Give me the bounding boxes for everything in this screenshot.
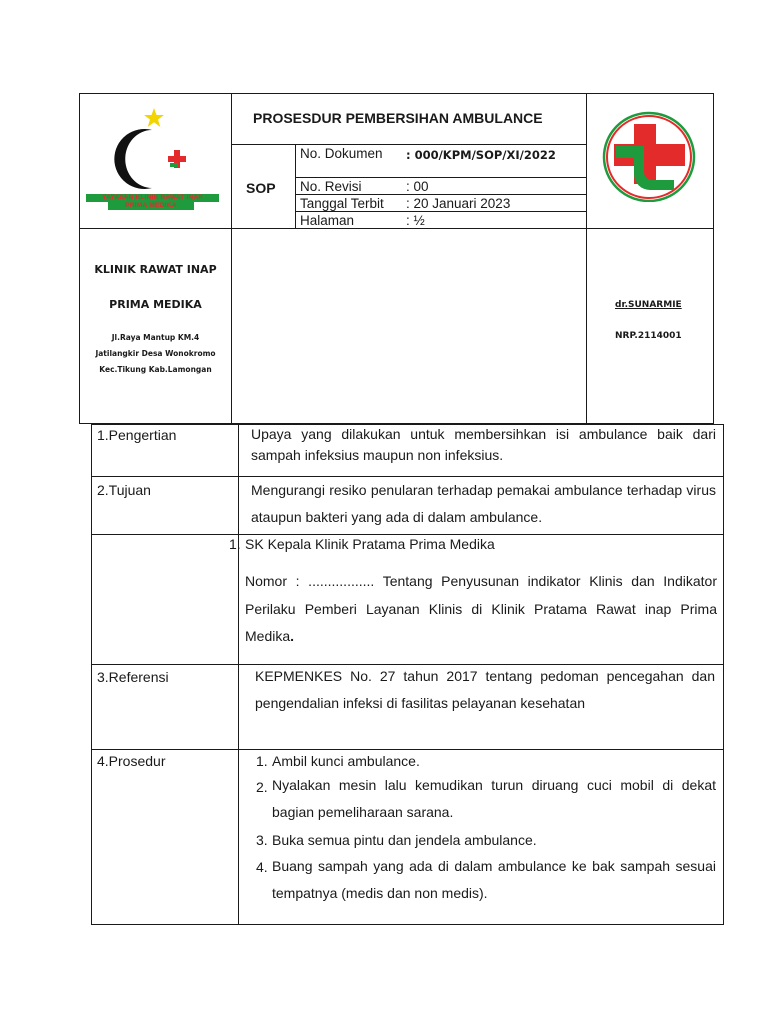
- sop-label: SOP: [246, 180, 276, 196]
- pengertian-label: 1.Pengertian: [97, 427, 177, 443]
- field-label-halaman: Halaman: [300, 213, 355, 228]
- prosedur-number-2: 2.: [256, 779, 268, 795]
- prosedur-number-4: 4.: [256, 859, 268, 875]
- prosedur-number-1: 1.: [256, 753, 268, 769]
- sk-text: Nomor : ................. Tentang Penyusunan indikator Klinis dan Indikator Perilaku Pemberi Layanan Klinis di Klinik Pratama Rawat inap Prima Medika: [245, 573, 717, 644]
- prosedur-item-2: Nyalakan mesin lalu kemudikan turun diruang cuci mobil di dekat bagian pemeliharaan sarana.: [272, 777, 716, 820]
- referensi-label: 3.Referensi: [97, 669, 169, 685]
- field-label-no-dokumen: No. Dokumen: [300, 146, 383, 161]
- signer-name: dr.SUNARMIE: [615, 300, 682, 310]
- prosedur-label: 4.Prosedur: [97, 753, 166, 769]
- field-value-tanggal-terbit: : 20 Januari 2023: [406, 196, 511, 211]
- clinic-address-3: Kec.Tikung Kab.Lamongan: [99, 365, 212, 374]
- sk-description: [245, 568, 717, 651]
- field-label-no-revisi: No. Revisi: [300, 179, 362, 194]
- clinic-logo: [86, 102, 226, 214]
- tujuan-label: 2.Tujuan: [97, 482, 151, 498]
- field-value-no-revisi: : 00: [406, 179, 429, 194]
- prosedur-number-3: 3.: [256, 832, 268, 848]
- clinic-name-1: KLINIK RAWAT INAP: [94, 263, 217, 276]
- field-label-tanggal-terbit: Tanggal Terbit: [300, 196, 384, 211]
- sk-number: 1.: [229, 536, 241, 552]
- sk-title: SK Kepala Klinik Pratama Prima Medika: [245, 536, 495, 552]
- field-value-no-dokumen: : 000/KPM/SOP/XI/2022: [406, 148, 556, 162]
- signer-nrp: NRP.2114001: [615, 331, 682, 341]
- document-title: PROSESDUR PEMBERSIHAN AMBULANCE: [253, 110, 543, 126]
- clinic-address-1: Jl.Raya Mantup KM.4: [111, 333, 200, 342]
- clinic-name-2: PRIMA MEDIKA: [109, 298, 202, 311]
- prosedur-item-3: Buka semua pintu dan jendela ambulance.: [272, 832, 537, 848]
- prosedur-item-4: Buang sampah yang ada di dalam ambulance ke bak sampah sesuai tempatnya (medis dan non medis).: [272, 858, 716, 901]
- prosedur-item-1: Ambil kunci ambulance.: [272, 753, 420, 769]
- medical-cross-logo: [602, 110, 697, 202]
- referensi-text: KEPMENKES No. 27 tahun 2017 tentang pedoman pencegahan dan pengendalian infeksi di fasilitas pelayanan kesehatan: [255, 668, 715, 711]
- clinic-address-2: Jatilangkir Desa Wonokromo: [95, 349, 216, 358]
- pengertian-text: Upaya yang dilakukan untuk membersihkan isi ambulance baik dari sampah infeksius maupun non infeksius.: [251, 426, 716, 463]
- field-value-halaman: : ½: [406, 213, 425, 228]
- logo-text-line1: YAYASAN KLINIK RAWAT INAP: [102, 194, 203, 201]
- sk-period: .: [290, 628, 295, 644]
- tujuan-text: Mengurangi resiko penularan terhadap pemakai ambulance terhadap virus ataupun bakteri yang ada di dalam ambulance.: [251, 482, 716, 525]
- logo-text-line2: PRIMA MEDIKA: [125, 202, 177, 209]
